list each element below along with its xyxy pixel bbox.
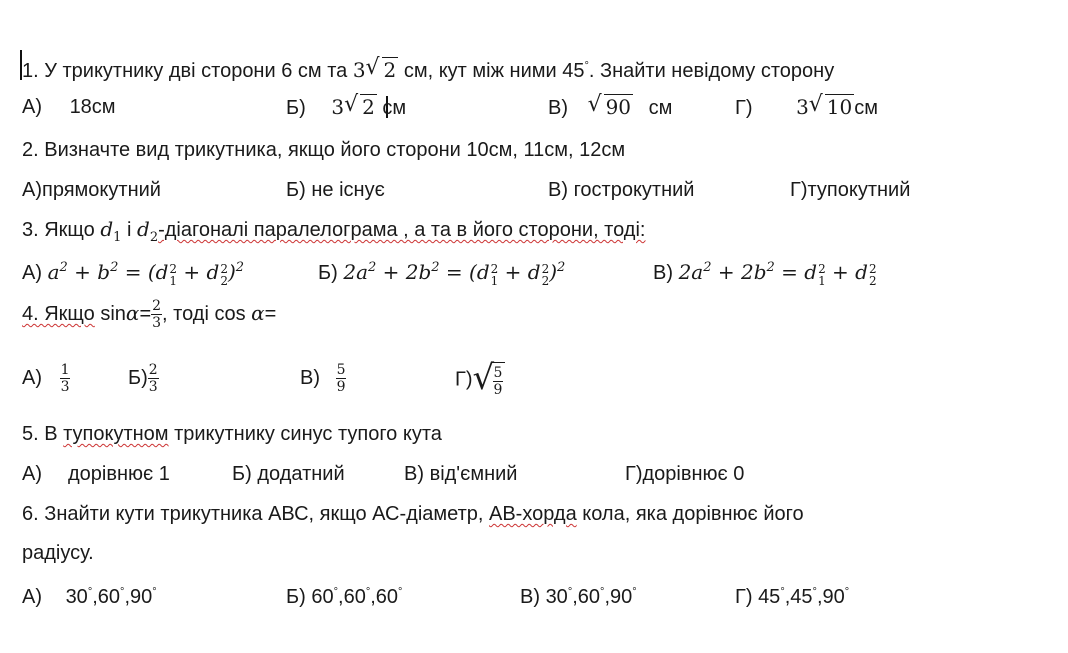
q4-option-a[interactable]: А) $\frac{1}{3}$ — [22, 362, 70, 395]
q2-option-a[interactable]: А)прямокутний — [22, 179, 161, 201]
q6-option-b[interactable]: Б) 60°,60°,60° — [286, 586, 403, 608]
q3-option-c[interactable]: В) $2a^2 + 2b^2 = d$ 2 1 + d 2 2 — [653, 260, 877, 288]
q5-option-d[interactable]: Г)дорівнює 0 — [625, 463, 745, 485]
q1-option-c[interactable]: В) √ 90 см — [548, 92, 673, 119]
q3-option-a[interactable]: А) $a^2 + b^2 = (d$ 2 1 + d 2 2 )$^2$ — [22, 260, 245, 288]
question-2: 2. Визначте вид трикутника, якщо його сторони 10см, 11см, 12см — [22, 139, 626, 161]
question-6-line-1: 6. Знайти кути трикутника АВС, якщо АС-діаметр, АВ-хорда кола, яка дорівнює його — [22, 503, 804, 525]
q2-option-b[interactable]: Б) не існує — [286, 179, 385, 201]
q2-option-d[interactable]: Г)тупокутний — [790, 179, 911, 201]
q4-option-b[interactable]: Б) $\frac{2}{3}$ — [128, 362, 158, 395]
q4-option-d[interactable]: Г) √ $\frac{5}{9}$ — [455, 362, 505, 398]
q5-option-a[interactable]: А) дорівнює 1 — [22, 463, 170, 485]
question-3: 3. Якщо $d_1$ і $d_2$-діагоналі паралелограма , а та в його сторони, тоді: — [22, 217, 646, 245]
question-5: 5. В тупокутном трикутнику синус тупого кута — [22, 423, 442, 445]
q5-option-b[interactable]: Б) додатний — [232, 463, 345, 485]
q6-option-a[interactable]: А) 30°,60°,90° — [22, 586, 157, 608]
q3-option-b[interactable]: Б) $2a^2 + 2b^2 = (d$ 2 1 + d 2 2 )$^2$ — [318, 260, 566, 288]
q6-option-c[interactable]: В) 30°,60°,90° — [520, 586, 637, 608]
q4-option-c[interactable]: В) $\frac{5}{9}$ — [300, 362, 346, 395]
q1-option-d[interactable]: Г) 3 √ 10 см — [735, 92, 878, 119]
question-6-line-2: радіусу. — [22, 542, 94, 564]
q1-option-b[interactable]: Б) 3 √ 2 см — [286, 92, 407, 119]
question-1: 1. У трикутнику дві сторони 6 см та 3 √ 2 см, кут між ними 45°. Знайти невідому сторону — [22, 55, 835, 82]
q1-option-a[interactable]: А) 18см — [22, 96, 116, 118]
q6-option-d[interactable]: Г) 45°,45°,90° — [735, 586, 850, 608]
q5-option-c[interactable]: В) від'ємний — [404, 463, 518, 485]
q2-option-c[interactable]: В) гострокутний — [548, 179, 695, 201]
question-4: 4. Якщо sinα= $\frac{2}{3}$ , тоді cos α= — [22, 298, 277, 331]
